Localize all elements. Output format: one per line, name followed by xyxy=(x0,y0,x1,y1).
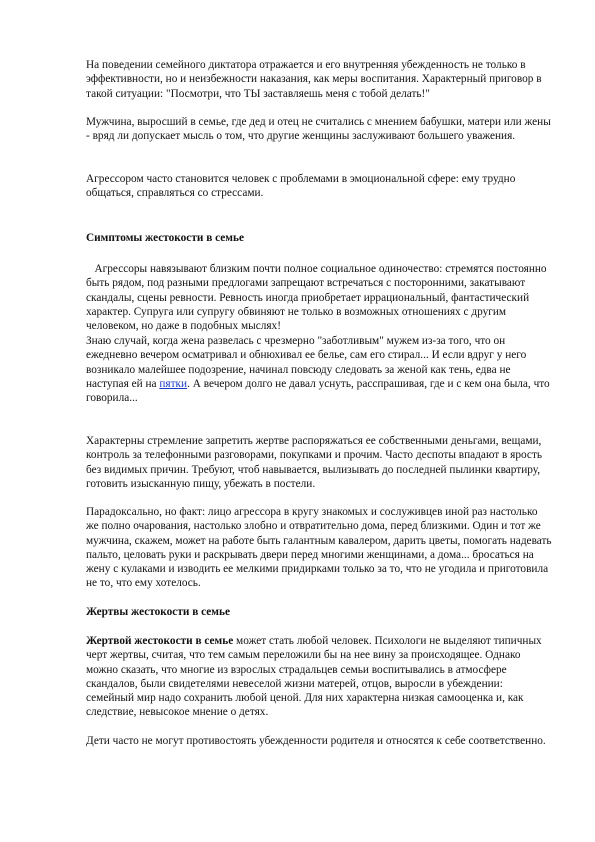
heading-victims: Жертвы жестокости в семье xyxy=(86,606,230,618)
paragraph-control-money: Характерны стремление запретить жертве распоряжаться ее собственными деньгами, вещами, контроль за телефонными разговорами, покупками и прочим. Часто деспоты впадают в ярость без видимых причин. Требуют, чтоб навывается, вылизывать до последней пылинки квартиру, готовить изысканную пищу, убежать в постели. xyxy=(86,435,543,490)
paragraph-victims xyxy=(86,634,552,720)
heading-symptoms: Симптомы жестокости в семье xyxy=(86,232,244,244)
paragraph-man-family-respect: Мужчина, выросший в семье, где дед и отец не считались с мнением бабушки, матери или жены - вряд ли допускает мысль о том, что другие женщины заслуживают большего уважения. xyxy=(86,116,551,143)
paragraph-social-isolation: Агрессоры навязывают близким почти полное социальное одиночество: стремятся постоянно быть рядом, под разными предлогами запрещают встречаться с посторонними, закатывают скандалы, сцены ревности. Ревность иногда приобретает иррациональный, фантастический характер. Супруга или супругу обвиняют не только в возможных отношениях с другим человеком, но даже в подобных мыслях! xyxy=(86,263,550,333)
link-pyatki[interactable]: пятки xyxy=(159,377,188,390)
paragraph-paradox: Парадоксально, но факт: лицо агрессора в кругу знакомых и сослуживцев иной раз настолько же полно очарования, настолько злобно и отвратительно дома, перед близкими. Один и тот же мужчина, скажем, может на работе быть галантным кавалером, дарить цветы, помогать надевать пальто, целовать руки и раскрывать двери перед многими женщинами, а дома... бросаться на жену с кулаками и изводить ее мелкими придирками только за то, что не угодила и приготовила не то, что ему хотелось. xyxy=(86,506,552,590)
paragraph-victims-text: может стать любой человек. Психологи не выделяют типичных черт жертвы, считая, что тем самым переложили бы на нее вину за происходящее. Однако можно сказать, что многие из взрослых страдальцев семьи воспитывались в атмосфере скандалов, были свидетелями невеселой жизни матерей, отцов, выросли в убеждении: семейный мир надо сохранить любой ценой. Для них характерна низкая самооценка и, как следствие, невысокое мнение о детях. xyxy=(86,635,542,719)
paragraph-dictator-punishment: На поведении семейного диктатора отражается и его внутренняя убежденность не только в эффективности, но и неизбежности наказания, как меры воспитания. Характерный приговор в такой ситуации: "Посмотри, что ТЫ заставляешь меня с тобой делать!" xyxy=(86,59,542,100)
paragraph-children: Дети часто не могут противостоять убежденности родителя и относятся к себе соответственно. xyxy=(86,735,546,747)
paragraph-example-case xyxy=(86,334,552,405)
victim-term-bold: Жертвой жестокости в семье xyxy=(86,635,234,647)
paragraph-aggressor-emotional: Агрессором часто становится человек с проблемами в эмоциональной сфере: ему трудно общаться, справляться со стрессами. xyxy=(86,173,516,200)
paragraph-example-text-2: . А вечером долго не давал уснуть, расспрашивая, где и с кем она была, что говорила... xyxy=(86,377,550,405)
paragraph-example-text-1: Знаю случай, когда жена развелась с чрезмерно "заботливым" мужем из-за того, что он ежедневно вечером осматривал и обнюхивал ее белье, сам его стирал... И если вдруг у него возникало малейшее подозрение, начинал повсюду следовать за женой как тень, едва не наступая ей на xyxy=(86,335,527,390)
